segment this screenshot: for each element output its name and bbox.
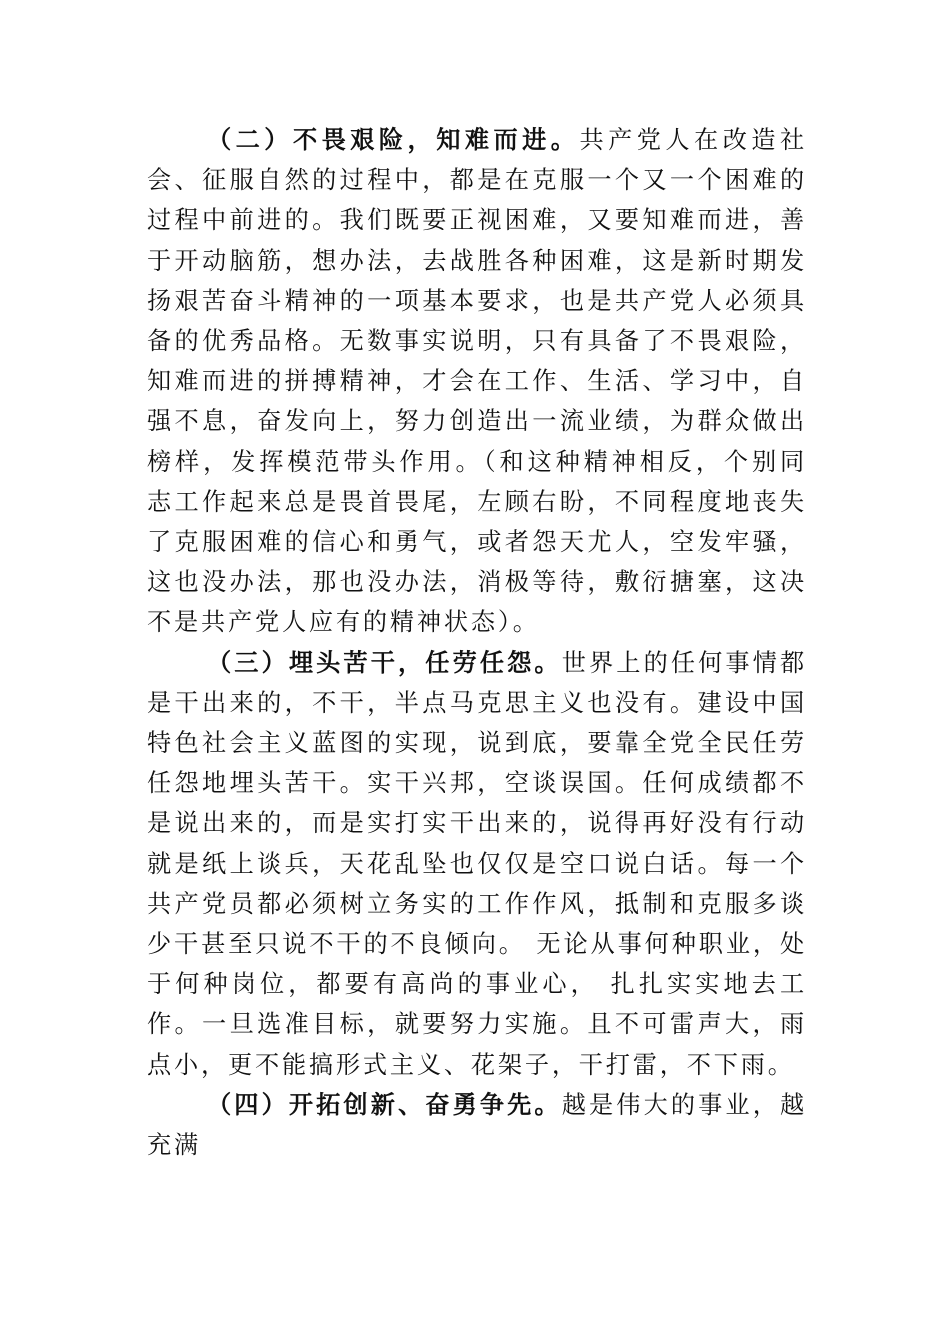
- paragraph-four-text: 越是伟大的事业，越充满: [147, 1090, 807, 1160]
- paragraph-four-heading: （四）开拓创新、奋勇争先。: [207, 1089, 562, 1119]
- paragraph-four: [147, 1085, 807, 1165]
- paragraph-three-heading: （三）埋头苦干，任劳任怨。: [207, 647, 562, 677]
- paragraph-two: [147, 120, 807, 643]
- paragraph-three-text: 世界上的任何事情都是干出来的，不干，半点马克思主义也没有。建设中国特色社会主义蓝图的实现，说到底，要靠全党全民任劳任怨地埋头苦干。实干兴邦，空谈误国。任何成绩都不是说出来的，而是实打实干出来的，说得再好没有行动就是纸上谈兵，天花乱坠也仅仅是空口说白话。每一个共产党员都必须树立务实的工作作风，抵制和克服多谈少干甚至只说不干的不良倾向。 无论从事何种职业，处于何种岗位，都要有高尚的事业心， 扎扎实实地去工作。一旦选准目标，就要努力实施。且不可雷声大，雨点小，更不能搞形式主义、花架子，干打雷，不下雨。: [147, 648, 807, 1079]
- paragraph-three: [147, 643, 807, 1085]
- paragraph-two-text: 共产党人在改造社会、征服自然的过程中，都是在克服一个又一个困难的过程中前进的。我们既要正视困难，又要知难而进，善于开动脑筋，想办法，去战胜各种困难，这是新时期发扬艰苦奋斗精神的一项基本要求，也是共产党人必须具备的优秀品格。无数事实说明，只有具备了不畏艰险，知难而进的拼搏精神，才会在工作、生活、学习中，自强不息，奋发向上，努力创造出一流业绩，为群众做出榜样，发挥模范带头作用。（和这种精神相反，个别同志工作起来总是畏首畏尾，左顾右盼，不同程度地丧失了克服困难的信心和勇气，或者怨天尤人，空发牢骚，这也没办法，那也没办法，消极等待，敷衍搪塞，这决不是共产党人应有的精神状态）。: [147, 126, 807, 637]
- document-body: [147, 120, 807, 1165]
- paragraph-two-heading: （二）不畏艰险，知难而进。: [207, 125, 580, 154]
